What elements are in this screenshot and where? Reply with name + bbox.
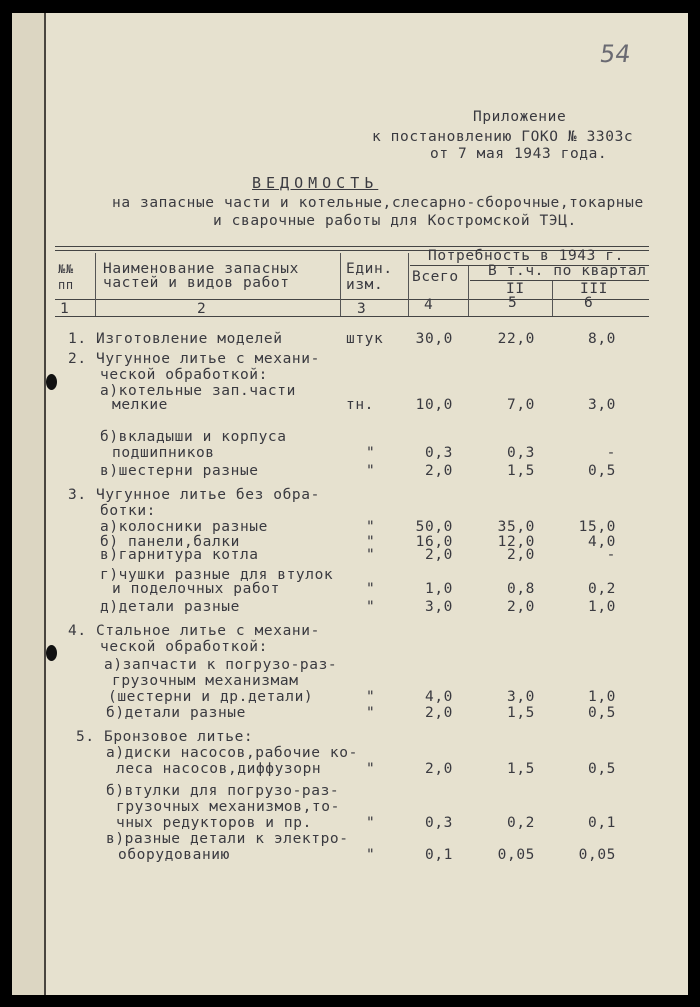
row-label: оборудованию	[118, 847, 230, 863]
resolution-ref: к постановлению ГОКО № 3303с	[372, 129, 634, 145]
row-total: 2,0	[425, 761, 453, 777]
row-total: 0,3	[425, 445, 453, 461]
row-unit: "	[366, 705, 376, 721]
col-divider	[95, 253, 96, 316]
colnum-3: 3	[357, 301, 367, 317]
row-unit: "	[366, 519, 376, 535]
row-unit: "	[366, 847, 376, 863]
colnum-6: 6	[584, 295, 594, 311]
col-divider	[340, 253, 341, 316]
row-label: б)детали разные	[106, 705, 246, 721]
row-label: д)детали разные	[100, 599, 240, 615]
row-total: 30,0	[415, 331, 453, 347]
row-q2: 0,3	[507, 445, 535, 461]
row-total: 4,0	[425, 689, 453, 705]
header-name-1: Наименование запасных	[103, 261, 299, 277]
row-label: б)втулки для погрузо-раз-	[106, 783, 340, 799]
colnum-bottom-rule	[55, 316, 649, 317]
row-label: грузочных механизмов,то-	[116, 799, 340, 815]
col-divider	[468, 266, 469, 316]
row-q2: 1,5	[507, 463, 535, 479]
row-label: подшипников	[112, 445, 215, 461]
row-q2: 0,05	[497, 847, 535, 863]
title-line-2: и сварочные работы для Костромской ТЭЦ.	[213, 213, 577, 229]
header-need: Потребность в 1943 г.	[428, 248, 624, 264]
row-unit: "	[366, 689, 376, 705]
page-number: 54	[598, 40, 633, 68]
row-q3: 15,0	[578, 519, 616, 535]
row-q3: 8,0	[588, 331, 616, 347]
row-label: а)диски насосов,рабочие ко-	[106, 745, 358, 761]
row-unit: "	[366, 761, 376, 777]
row-total: 2,0	[425, 547, 453, 563]
header-num-1: №№	[58, 262, 74, 276]
row-q2: 2,0	[507, 599, 535, 615]
row-total: 50,0	[415, 519, 453, 535]
row-q3: 0,05	[578, 847, 616, 863]
row-unit: "	[366, 599, 376, 615]
punch-hole	[46, 374, 57, 390]
row-total: 2,0	[425, 705, 453, 721]
header-total: Всего	[412, 269, 459, 285]
row-q3: 0,2	[588, 581, 616, 597]
row-label: 5. Бронзовое литье:	[76, 729, 254, 745]
row-q3: 0,1	[588, 815, 616, 831]
row-total: 0,1	[425, 847, 453, 863]
row-label: (шестерни и др.детали)	[108, 689, 314, 705]
header-unit-2: изм.	[346, 277, 384, 293]
row-label: и поделочных работ	[112, 581, 280, 597]
row-q3: 0,5	[588, 705, 616, 721]
row-label: в)разные детали к электро-	[106, 831, 349, 847]
row-label: в)шестерни разные	[100, 463, 259, 479]
quarter-rule	[470, 280, 649, 281]
header-name-2: частей и видов работ	[103, 275, 290, 291]
row-q2: 22,0	[497, 331, 535, 347]
row-label: чных редукторов и пр.	[116, 815, 312, 831]
row-q2: 0,2	[507, 815, 535, 831]
header-q3: III	[580, 281, 608, 297]
row-label: б) панели,балки	[100, 534, 240, 550]
appendix-label: Приложение	[473, 109, 567, 125]
row-unit: "	[366, 815, 376, 831]
row-q2: 1,5	[507, 761, 535, 777]
row-label: а)котельные зап.части	[100, 383, 296, 399]
row-q2: 7,0	[507, 397, 535, 413]
row-label: а)колосники разные	[100, 519, 268, 535]
row-label: 2. Чугунное литье с механи-	[68, 351, 320, 367]
binding-strip	[12, 13, 46, 995]
row-total: 3,0	[425, 599, 453, 615]
row-total: 0,3	[425, 815, 453, 831]
header-unit-1: Един.	[346, 261, 393, 277]
row-total: 1,0	[425, 581, 453, 597]
colnum-2: 2	[197, 301, 207, 317]
row-label: ческой обработкой:	[100, 367, 268, 383]
row-q2: 35,0	[497, 519, 535, 535]
row-q3: 3,0	[588, 397, 616, 413]
row-label: мелкие	[112, 397, 168, 413]
row-q2: 0,8	[507, 581, 535, 597]
punch-hole	[46, 645, 57, 661]
document-title: ВЕДОМОСТЬ	[252, 174, 379, 192]
row-q2: 12,0	[497, 534, 535, 550]
row-label: 1. Изготовление моделей	[68, 331, 283, 347]
row-q3: -	[606, 445, 616, 461]
row-unit: "	[366, 463, 376, 479]
resolution-date: от 7 мая 1943 года.	[430, 146, 608, 162]
row-unit: "	[366, 581, 376, 597]
header-num-2: пп	[58, 278, 74, 292]
row-q3: 0,5	[588, 463, 616, 479]
header-incl-quarter: В т.ч. по квартал	[488, 263, 647, 279]
title-line-1: на запасные части и котельные,слесарно-сборочные,токарные	[112, 195, 644, 211]
row-q3: 4,0	[588, 534, 616, 550]
row-label: 4. Стальное литье с механи-	[68, 623, 320, 639]
row-label: ческой обработкой:	[100, 639, 268, 655]
colnum-4: 4	[424, 297, 434, 313]
row-label: 3. Чугунное литье без обра-	[68, 487, 320, 503]
row-unit: "	[366, 547, 376, 563]
row-label: грузочным механизмам	[112, 673, 299, 689]
table-top-rule	[55, 246, 649, 247]
row-q3: -	[606, 547, 616, 563]
row-total: 2,0	[425, 463, 453, 479]
row-total: 10,0	[415, 397, 453, 413]
row-unit: "	[366, 534, 376, 550]
row-q2: 1,5	[507, 705, 535, 721]
row-q2: 2,0	[507, 547, 535, 563]
colnum-5: 5	[508, 295, 518, 311]
row-label: г)чушки разные для втулок	[100, 567, 334, 583]
row-unit: тн.	[346, 397, 374, 413]
row-q3: 1,0	[588, 599, 616, 615]
col-divider	[408, 253, 409, 316]
row-q3: 0,5	[588, 761, 616, 777]
row-unit: штук	[346, 331, 384, 347]
header-bottom-rule	[55, 299, 649, 300]
row-label: а)запчасти к погрузо-раз-	[104, 657, 338, 673]
row-label: б)вкладыши и корпуса	[100, 429, 287, 445]
row-label: ботки:	[100, 503, 156, 519]
colnum-1: 1	[60, 301, 70, 317]
row-unit: "	[366, 445, 376, 461]
row-q2: 3,0	[507, 689, 535, 705]
col-divider	[552, 281, 553, 316]
row-total: 16,0	[415, 534, 453, 550]
row-q3: 1,0	[588, 689, 616, 705]
row-label: леса насосов,диффузорн	[116, 761, 322, 777]
header-q2: II	[506, 281, 525, 297]
row-label: в)гарнитура котла	[100, 547, 259, 563]
